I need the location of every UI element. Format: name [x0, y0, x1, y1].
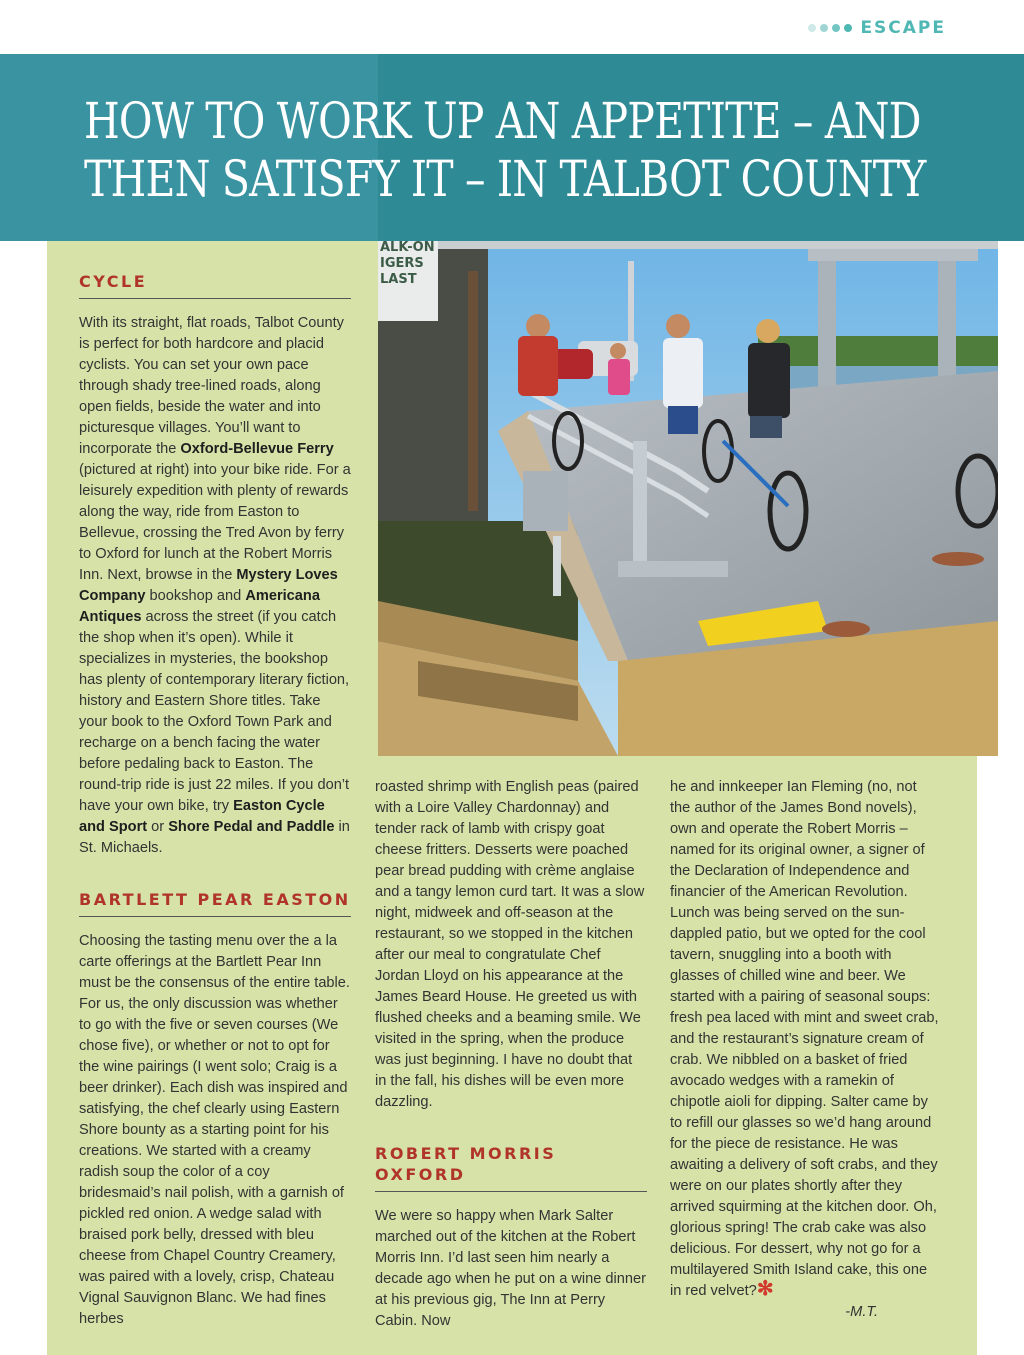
- cycle-text-6: in St. Michaels.: [79, 819, 350, 856]
- sign-line-3: LAST: [380, 272, 417, 287]
- cycle-text-2: (pictured at right) into your bike ride. For a leisurely expedition with plenty of rewards along the way, ride from Easton to Bellevue, crossing the Tred Avon by ferry to Oxford for lunch at the Robert Morris Inn. Next, browse in the: [79, 462, 351, 583]
- bartlett-paragraph: Choosing the tasting menu over the a la carte offerings at the Bartlett Pear Inn must be the consensus of the entire table. For us, the only discussion was whether to go with the five or seven courses (We chose five), or whether or not to opt for the wine pairings (I went solo; Craig is a beer drinker). Each dish was inspired and satisfying, the chef clearly using Eastern Shore bounty as a starting point for his creations. We started with a creamy radish soup the color of a coy bridesmaid’s nail polish, with a garnish of pickled red onion. A wedge salad with braised pork belly, dressed with bleu cheese from Chapel Country Creamery, was paired with a lovely, crisp, Chateau Vignal Sauvignon Blanc. We had fines herbes: [79, 933, 350, 1327]
- article-title-line1: HOW TO WORK UP AN APPETITE – AND: [84, 92, 921, 150]
- shore-pedal-and-paddle-name: Shore Pedal and Paddle: [168, 819, 335, 835]
- section-label-text: ESCAPE: [860, 18, 946, 38]
- ferry-illustration: [378, 241, 998, 756]
- sign-line-2: IGERS: [380, 256, 424, 271]
- cycle-text-5: or: [147, 819, 169, 835]
- cycle-paragraph: [79, 313, 351, 859]
- dots-decoration: [808, 24, 852, 32]
- left-column: [79, 271, 351, 1330]
- robert-morris-continued-paragraph: [670, 777, 940, 1302]
- sign-line-1: ALK-ON: [380, 241, 435, 255]
- section-label: [808, 18, 946, 38]
- right-column: [670, 777, 940, 1323]
- author-signature: -M.T.: [845, 1304, 878, 1320]
- mystery-loves-company-name: Mystery Loves Company: [79, 567, 338, 604]
- article-title: [84, 92, 926, 208]
- easton-cycle-and-sport-name: Easton Cycle and Sport: [79, 798, 325, 835]
- middle-column: [375, 777, 647, 1332]
- cycle-text-4: across the street (if you catch the shop when it’s open). While it specializes in mysteries, the bookshop has plenty of contemporary literary fiction, history and Eastern Shore titles. Take your book to the Oxford Town Park and recharge on a bench facing the water before pedaling back to Easton. The round-trip ride is just 22 miles. If you don’t have your own bike, try: [79, 609, 350, 814]
- robert-morris-paragraph: We were so happy when Mark Salter marched out of the kitchen at the Robert Morris Inn. I’d last seen him nearly a decade ago when he put on a wine dinner at his previous gig, The Inn at Perry Cabin. Now: [375, 1208, 647, 1329]
- cycle-text-1: With its straight, flat roads, Talbot County is perfect for both hardcore and placid cyclists. You can set your own pace through shady tree-lined roads, along open fields, beside the water and into picturesque villages. You’ll want to incorporate the: [79, 315, 344, 457]
- bartlett-continued-paragraph: roasted shrimp with English peas (paired with a Loire Valley Chardonnay) and tender rack of lamb with crispy goat cheese fritters. Desserts were poached pear bread pudding with crème anglaise and a tangy lemon curd tart. It was a slow night, midweek and off-season at the restaurant, so we stopped in the kitchen after our meal to congratulate Chef Jordan Lloyd on his appearance at the James Beard House. He greeted us with flushed cheeks and a beaming smile. We visited in the spring, when the produce was just beginning. I have no doubt that in the fall, his dishes will be even more dazzling.: [375, 779, 645, 1110]
- article-title-line2: THEN SATISFY IT – IN TALBOT COUNTY: [84, 150, 926, 208]
- bartlett-heading: BARTLETT PEAR EASTON: [79, 889, 351, 917]
- top-bar: [0, 0, 1024, 55]
- oxford-bellevue-ferry-name: Oxford-Bellevue Ferry: [180, 441, 334, 457]
- cycle-text-3: bookshop and: [145, 588, 246, 604]
- robert-morris-continued-text: he and innkeeper Ian Fleming (no, not the author of the James Bond novels), own and operate the Robert Morris – named for its original owner, a signer of the Declaration of Independence and financier of the American Revolution. Lunch was being served on the sun-dappled patio, but we opted for the cool tavern, snuggling into a booth with glasses of chilled wine and beer. We started with a pairing of seasonal soups: fresh pea laced with mint and sweet crab, and the restaurant’s signature cream of crab. We nibbled on a basket of fried avocado wedges with a ramekin of chipotle aioli for dipping. Salter came by to refill our glasses so we’d hang around for the piece de resistance. He was awaiting a delivery of soft crabs, and they were on our plates shortly after they arrived squirming at the kitchen door. Oh, glorious spring! The crab cake was also delicious. For dessert, why not go for a multilayered Smith Island cake, this one in red velvet?: [670, 779, 939, 1299]
- americana-antiques-name: Americana Antiques: [79, 588, 320, 625]
- robert-morris-heading: ROBERT MORRIS OXFORD: [375, 1143, 647, 1192]
- ferry-photo: [378, 241, 998, 756]
- cycle-heading: CYCLE: [79, 271, 351, 299]
- end-mark-icon: ✻: [756, 1278, 774, 1300]
